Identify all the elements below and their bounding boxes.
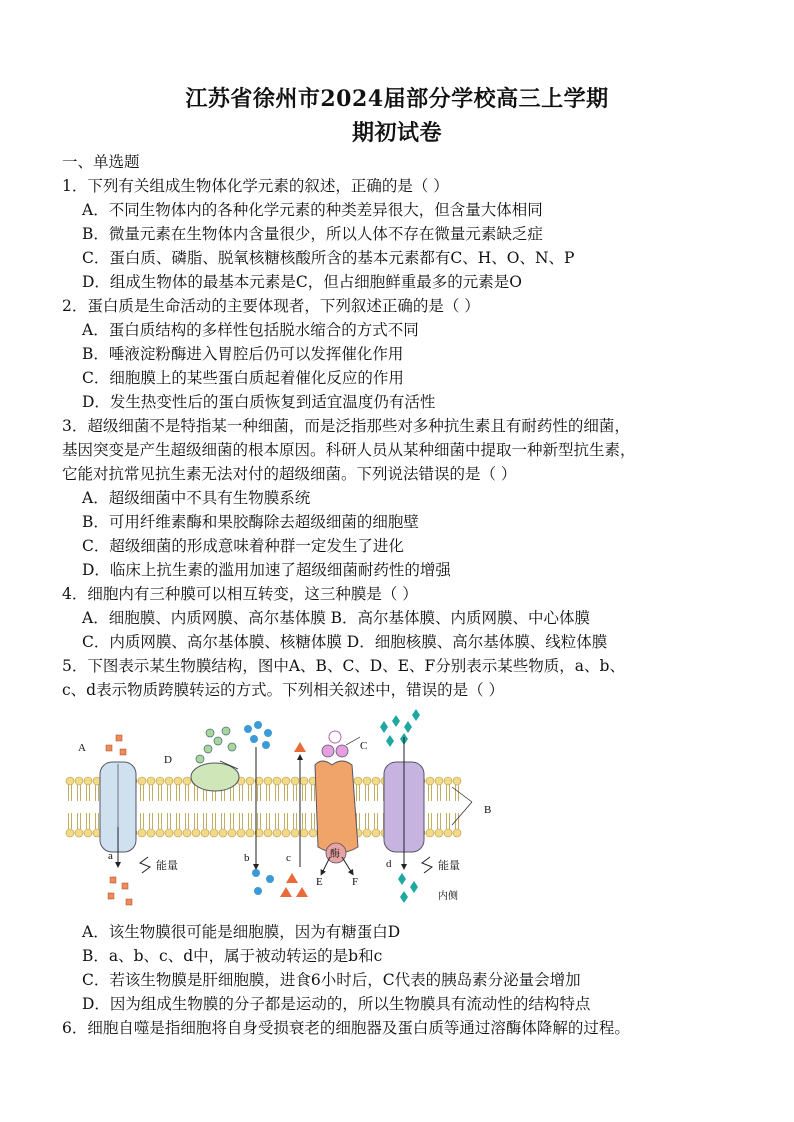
q1-option-d: D．组成生物体的最基本元素是C，但占细胞鲜重最多的元素是O — [82, 273, 522, 291]
q1-option-b: B．微量元素在生物体内含量很少，所以人体不存在微量元素缺乏症 — [82, 225, 543, 243]
q2-option-d: D．发生热变性后的蛋白质恢复到适宜温度仍有活性 — [82, 393, 436, 411]
label-d-upper: D — [164, 754, 172, 766]
label-b-lower: b — [244, 852, 250, 864]
glycoprotein-d — [191, 763, 239, 791]
q3-stem-3: 它能对抗常见抗生素无法对付的超级细菌。下列说法错误的是（ ） — [62, 465, 517, 483]
label-enzyme: 酶 — [330, 849, 340, 860]
q3-option-a: A．超级细菌中不具有生物膜系统 — [82, 489, 311, 507]
q1-stem: 1．下列有关组成生物体化学元素的叙述，正确的是（ ） — [62, 177, 449, 195]
exam-title-line1: 江苏省徐州市2024届部分学校高三上学期 — [185, 86, 609, 112]
q1-option-a: A．不同生物体内的各种化学元素的种类差异很大，但含量大体相同 — [82, 201, 543, 219]
label-d-lower: d — [386, 858, 392, 870]
label-energy-2: 能量 — [438, 860, 460, 872]
carrier-protein — [315, 761, 358, 853]
q3-stem-2: 基因突变是产生超级细菌的根本原因。科研人员从某种细菌中提取一种新型抗生素， — [62, 441, 636, 459]
q1-option-c: C．蛋白质、磷脂、脱氧核糖核酸所含的基本元素都有C、H、O、N、P — [82, 249, 575, 267]
label-c-upper: C — [360, 740, 368, 752]
q3-stem-1: 3．超级细菌不是特指某一种细菌，而是泛指那些对多种抗生素且有耐药性的细菌， — [62, 417, 630, 435]
q4-stem: 4．细胞内有三种膜可以相互转变，这三种膜是（ ） — [62, 585, 418, 603]
q6-stem: 6．细胞自噬是指细胞将自身受损衰老的细胞器及蛋白质等通过溶酶体降解的过程。 — [62, 1019, 630, 1037]
q4-options-cd: C．内质网膜、高尔基体膜、核糖体膜 D．细胞核膜、高尔基体膜、线粒体膜 — [82, 633, 608, 651]
q2-option-a: A．蛋白质结构的多样性包括脱水缩合的方式不同 — [82, 321, 419, 339]
label-b-upper: B — [484, 804, 492, 816]
label-a-upper: A — [78, 742, 86, 754]
q5-option-c: C．若该生物膜是肝细胞膜，进食6小时后，C代表的胰岛素分泌量会增加 — [82, 971, 581, 989]
label-a-lower: a — [108, 850, 113, 862]
q5-stem-2: c、d表示物质跨膜转运的方式。下列相关叙述中，错误的是（ ） — [62, 681, 505, 699]
q5-option-a: A．该生物膜很可能是细胞膜，因为有糖蛋白D — [82, 923, 401, 941]
q2-option-c: C．细胞膜上的某些蛋白质起着催化反应的作用 — [82, 369, 404, 387]
q4-options-ab: A．细胞膜、内质网膜、高尔基体膜 B．高尔基体膜、内质网膜、中心体膜 — [82, 609, 591, 627]
label-energy-1: 能量 — [156, 860, 178, 872]
label-e: E — [316, 876, 323, 888]
label-inside: 内侧 — [438, 891, 458, 902]
exam-title-line2: 期初试卷 — [351, 120, 442, 146]
q3-option-b: B．可用纤维素酶和果胶酶除去超级细菌的细胞壁 — [82, 513, 419, 531]
q5-option-b: B．a、b、c、d中，属于被动转运的是b和c — [82, 947, 383, 965]
q5-option-d: D．因为组成生物膜的分子都是运动的，所以生物膜具有流动性的结构特点 — [82, 995, 591, 1013]
q3-option-c: C．超级细菌的形成意味着种群一定发生了进化 — [82, 537, 404, 555]
membrane-diagram — [60, 707, 510, 922]
q2-option-b: B．唾液淀粉酶进入胃腔后仍可以发挥催化作用 — [82, 345, 404, 363]
q5-stem-1: 5．下图表示某生物膜结构，图中A、B、C、D、E、F分别表示某些物质，a、b、 — [62, 657, 625, 675]
label-f: F — [352, 876, 359, 888]
label-c-lower: c — [286, 852, 291, 864]
q3-option-d: D．临床上抗生素的滥用加速了超级细菌耐药性的增强 — [82, 561, 451, 579]
section-heading: 一、单选题 — [62, 153, 140, 171]
q2-stem: 2．蛋白质是生命活动的主要体现者，下列叙述正确的是（ ） — [62, 297, 480, 315]
